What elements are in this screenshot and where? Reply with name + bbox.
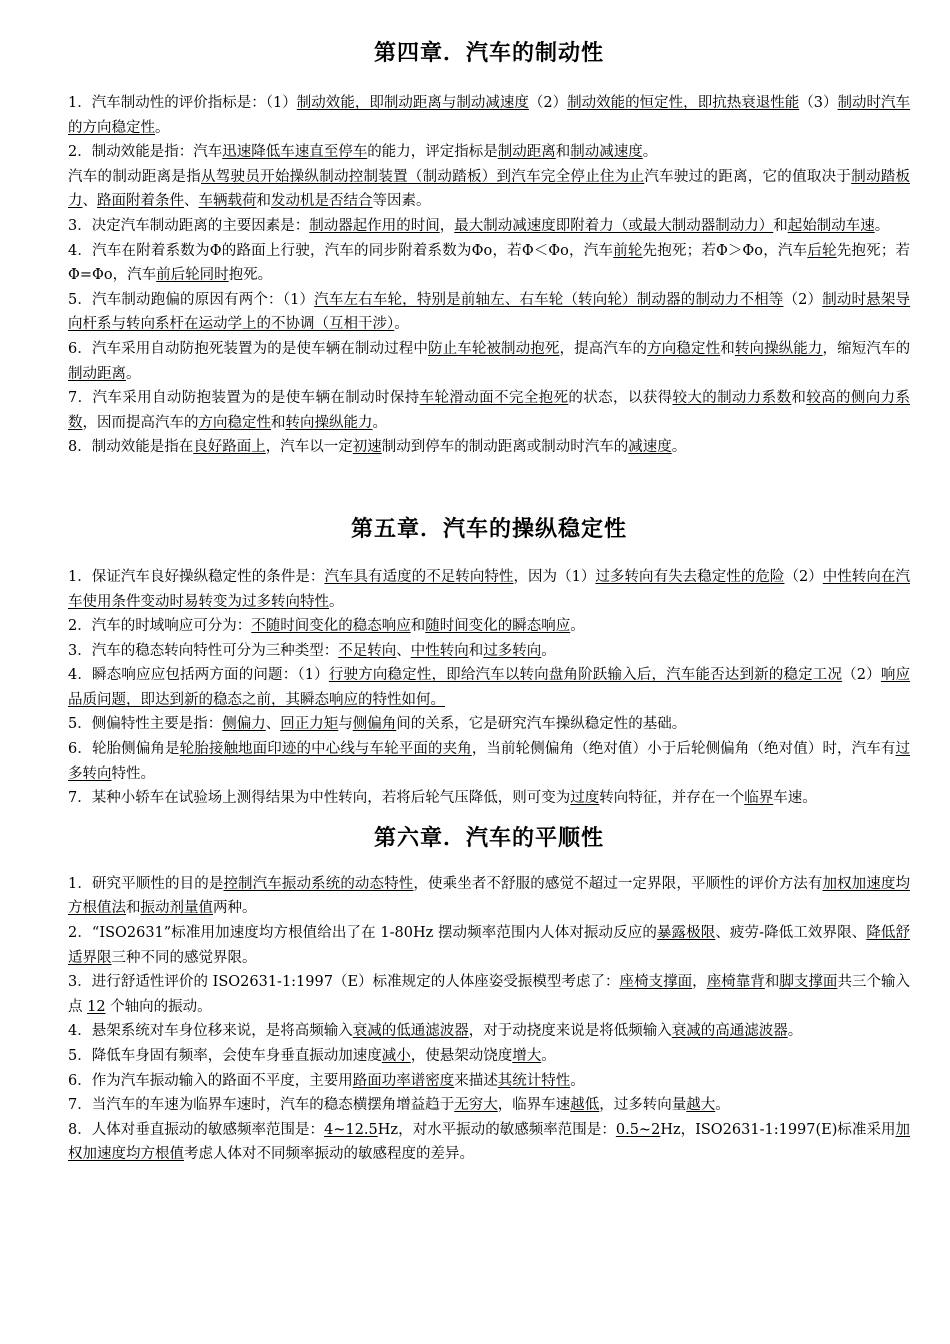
text-segment: 等因素。 (372, 193, 431, 210)
underlined-answer: 从驾驶员开始操纵制动控制装置（制动踏板）到汽车完全停止住为止 (201, 168, 645, 185)
underlined-answer: 不随时间变化的稳态响应 (251, 618, 411, 635)
underlined-answer: 暴露极限 (656, 925, 716, 942)
paragraph (68, 1118, 910, 1167)
text-segment: 的能力，评定指标是 (367, 144, 498, 161)
underlined-answer: 加权加速度均方根值 (68, 1121, 910, 1163)
text-segment: 4．悬架系统对车身位移来说，是将高频输入 (68, 1023, 353, 1040)
underlined-answer: 振动剂量值 (140, 900, 213, 917)
underlined-answer: 制动时悬架导向杆系与转向系杆在运动学上的不协调（互相干涉） (68, 291, 911, 333)
underlined-answer: 制动效能，即制动距离与制动减速度 (296, 95, 529, 111)
underlined-answer: 制动器起作用的时间 (309, 217, 440, 234)
text-segment: 6．汽车采用自动防抱死装置为的是使车辆在制动过程中 (68, 340, 428, 357)
underlined-answer: 座椅靠背 (706, 974, 765, 991)
text-segment: 、 (82, 193, 97, 210)
text-segment: 。 (874, 217, 890, 234)
paragraph (68, 337, 910, 386)
text-segment: 5．侧偏特性主要是指： (68, 716, 223, 733)
paragraph (68, 239, 910, 288)
underlined-answer: 衰减的高通滤波器 (671, 1023, 788, 1040)
text-segment: 间的关系，它是研究汽车操纵稳定性的基础。 (396, 716, 687, 733)
text-segment: 4．汽车在附着系数为Φ的路面上行驶，汽车的同步附着系数为Φo，若Φ＜Φo，汽车 (68, 242, 614, 259)
underlined-answer: 过多转向 (483, 642, 542, 659)
text-segment: 3．决定汽车制动距离的主要因素是： (68, 217, 310, 234)
underlined-answer: 车辆载荷 (198, 193, 257, 210)
underlined-answer: 响应品质问题，即达到新的稳态之前，其瞬态响应的特性如何。 (68, 667, 911, 708)
text-segment: 和 (126, 900, 141, 917)
text-segment: 7．汽车采用自动防抱装置为的是使车辆在制动时保持 (68, 390, 420, 407)
underlined-answer: 无穷大 (454, 1097, 498, 1114)
text-segment: ，当前轮侧偏角（绝对值）小于后轮侧偏角（绝对值）时，汽车有 (471, 741, 896, 758)
text-segment: 。 (541, 642, 556, 659)
underlined-answer: 起始制动车速 (787, 217, 875, 234)
text-segment: （2） (783, 291, 823, 308)
text-segment: 共三个输入点 (68, 974, 911, 1015)
underlined-answer: 车轮滑动面不完全抱死 (419, 390, 569, 407)
text-segment: 7．某种小轿车在试验场上测得结果为中性转向，若将后轮气压降低，则可变为 (68, 790, 571, 807)
text-segment: 4．瞬态响应应包括两方面的问题：（1） (68, 667, 329, 684)
document-page (68, 30, 910, 1167)
underlined-answer: 其统计特性 (497, 1072, 571, 1089)
underlined-answer: 较高的侧向力系数 (68, 390, 911, 431)
text-segment: 和 (764, 974, 780, 991)
text-segment: Hz，对水平振动的敏感频率范围是： (377, 1121, 616, 1138)
underlined-answer: 轮胎接触地面印迹的中心线与车轮平面的夹角 (179, 741, 472, 758)
text-segment: ，使乘坐者不舒服的感觉不超过一定界限，平顺性的评价方法有 (413, 875, 823, 892)
text-segment: 与 (338, 716, 353, 733)
text-segment: 。 (570, 618, 585, 635)
text-segment: 5．汽车制动跑偏的原因有两个：（1） (68, 291, 315, 308)
paragraph (68, 1069, 910, 1094)
paragraph (68, 288, 910, 337)
underlined-answer: 汽车具有适度的不足转向特性 (324, 568, 514, 585)
underlined-answer: 增大 (512, 1048, 542, 1064)
text-segment: 特性。 (111, 765, 155, 782)
underlined-answer: 制动距离 (68, 365, 126, 382)
underlined-answer: 最大制动减速度即附着力（或最大制动器制动力） (454, 217, 774, 234)
text-segment: 来描述 (454, 1072, 498, 1089)
chapter-4 (68, 36, 910, 460)
paragraph (68, 140, 910, 165)
underlined-answer: 座椅支撑面 (619, 974, 693, 991)
text-segment: 和 (555, 144, 571, 161)
text-segment: 和 (410, 618, 426, 635)
text-segment: 。 (394, 316, 409, 333)
underlined-answer: 过多转向 (68, 741, 910, 782)
text-segment: ，临界车速 (497, 1097, 571, 1114)
text-segment: 和 (468, 642, 484, 659)
underlined-answer: 0.5~2 (615, 1121, 661, 1138)
text-segment: 个轴向的振动。 (105, 998, 212, 1015)
underlined-answer: 后轮 (807, 242, 837, 259)
text-segment: （2） (528, 95, 568, 111)
text-segment: ，因而提高汽车的 (82, 414, 199, 431)
underlined-answer: 随时间变化的瞬态响应 (425, 618, 571, 635)
underlined-answer: 制动效能的恒定性，即抗热衰退性能 (567, 95, 800, 111)
paragraph (68, 565, 910, 614)
underlined-answer: 回正力矩 (280, 716, 339, 733)
paragraph (68, 435, 910, 460)
underlined-answer: 制动踏板力 (68, 168, 911, 210)
paragraph (68, 737, 910, 786)
text-segment: 、 (184, 193, 199, 210)
text-segment: 和 (791, 390, 807, 407)
text-segment: 。 (671, 439, 687, 456)
text-segment: 6．作为汽车振动输入的路面不平度，主要用 (68, 1072, 353, 1089)
paragraph (68, 1019, 910, 1044)
text-segment: （3） (799, 95, 838, 111)
text-segment: 的状态，以获得 (568, 390, 673, 407)
text-segment: 2．汽车的时域响应可分为： (68, 618, 252, 635)
text-segment: 1．保证汽车良好操纵稳定性的条件是： (68, 568, 325, 585)
underlined-answer: 初速 (352, 439, 382, 456)
underlined-answer: 较大的制动力系数 (672, 390, 792, 407)
chapter-body (68, 91, 910, 460)
text-segment: ， (692, 974, 707, 991)
underlined-answer: 降低舒适界限 (68, 925, 911, 966)
underlined-answer: 越大 (686, 1097, 716, 1114)
text-segment: 3．进行舒适性评价的 ISO2631-1:1997（E）标准规定的人体座姿受振模型考虑了： (68, 974, 620, 991)
chapter-body (68, 872, 910, 1167)
text-segment: 和 (271, 414, 286, 431)
text-segment: 6．轮胎侧偏角是 (68, 741, 180, 758)
text-segment: 1．研究平顺性的目的是 (68, 875, 224, 892)
underlined-answer: 加权加速度均方根值法 (68, 875, 911, 917)
underlined-answer: 制动减速度 (570, 144, 643, 161)
underlined-answer: 过度 (570, 790, 600, 807)
text-segment: 1．汽车制动性的评价指标是：（1） (68, 95, 297, 111)
chapter-6 (68, 821, 910, 1167)
underlined-answer: 转向操纵能力 (734, 340, 823, 357)
underlined-answer: 不足转向 (338, 642, 397, 659)
text-segment: 和 (720, 340, 735, 357)
paragraph (68, 1093, 910, 1118)
text-segment: 三种不同的感觉界限。 (111, 949, 257, 966)
text-segment: （2） (842, 667, 881, 684)
underlined-answer: 转向操纵能力 (285, 414, 373, 431)
underlined-answer: 前轮 (613, 242, 643, 259)
underlined-answer: 4~12.5 (324, 1121, 378, 1138)
chapter-title: 第五章．汽车的操纵稳定性 (350, 516, 627, 542)
paragraph (68, 214, 910, 239)
underlined-answer: 中性转向在汽车使用条件变动时易转变为过多转向特性 (68, 568, 910, 610)
underlined-answer: 过多转向有失去稳定性的危险 (595, 568, 785, 585)
text-segment: 8．人体对垂直振动的敏感频率范围是： (68, 1121, 325, 1138)
text-segment: 、 (265, 716, 281, 733)
underlined-answer: 衰减的低通滤波器 (352, 1023, 469, 1040)
underlined-answer: 中性转向 (410, 642, 469, 659)
text-segment: 汽车的制动距离是指 (68, 168, 201, 185)
underlined-answer: 发动机是否结合 (271, 193, 373, 210)
text-segment: 2．制动效能是指：汽车 (68, 144, 223, 161)
text-segment: 。 (541, 1048, 556, 1064)
text-segment: 8．制动效能是指在 (68, 439, 194, 456)
underlined-answer: 控制汽车振动系统的动态特性 (223, 875, 414, 892)
text-segment: 抱死。 (228, 267, 273, 284)
paragraph (68, 970, 910, 1019)
text-segment: 。 (642, 144, 658, 161)
text-segment: 7．当汽车的车速为临界车速时，汽车的稳态横摆角增益趋于 (68, 1097, 455, 1114)
paragraph (68, 712, 910, 737)
text-segment: ， (439, 217, 455, 234)
underlined-answer: 脚支撑面 (779, 974, 838, 991)
text-segment: 。 (155, 119, 170, 136)
text-segment: 。 (787, 1023, 803, 1040)
paragraph (68, 872, 910, 921)
paragraph (68, 663, 910, 712)
text-segment: 先抱死；若Φ＞Φo，汽车 (642, 242, 808, 259)
text-segment: 。 (570, 1072, 585, 1089)
underlined-answer: 制动时汽车的方向稳定性 (68, 95, 911, 136)
paragraph (68, 165, 910, 214)
underlined-answer: 减速度 (628, 439, 672, 456)
text-segment: 汽车驶过的距离，它的值取决于 (644, 168, 852, 185)
text-segment: ，使悬架动饶度 (410, 1048, 513, 1064)
text-segment: ，汽车以一定 (265, 439, 353, 456)
underlined-answer: 减小 (381, 1048, 411, 1064)
paragraph (68, 614, 910, 639)
underlined-answer: 良好路面上 (193, 439, 266, 456)
underlined-answer: 行驶方向稳定性，即给汽车以转向盘角阶跃输入后，汽车能否达到新的稳定工况 (328, 667, 843, 684)
underlined-answer: 迅速降低车速直至停车 (222, 144, 368, 161)
text-segment: 、 (396, 642, 411, 659)
text-segment: 车速。 (773, 790, 817, 807)
chapter-5 (68, 512, 910, 811)
text-segment: 两种。 (213, 900, 257, 917)
text-segment: 和 (256, 193, 271, 210)
chapter-body (68, 565, 910, 811)
underlined-answer: 方向稳定性 (198, 414, 271, 431)
text-segment: 。 (715, 1097, 730, 1114)
underlined-answer: 制动距离 (497, 144, 556, 161)
chapter-title: 第四章．汽车的制动性 (373, 41, 604, 66)
text-segment: 制动到停车的制动距离或制动时汽车的 (381, 439, 629, 456)
underlined-answer: 12 (87, 998, 106, 1015)
paragraph (68, 1044, 910, 1069)
paragraph (68, 91, 910, 140)
text-segment: 5．降低车身固有频率，会使车身垂直振动加速度 (68, 1048, 382, 1064)
text-segment: 考虑人体对不同频率振动的敏感程度的差异。 (184, 1146, 474, 1163)
text-segment: 、疲劳-降低工效界限、 (715, 925, 867, 942)
paragraph (68, 639, 910, 664)
text-segment: 3．汽车的稳态转向特性可分为三种类型： (68, 642, 339, 659)
text-segment: Hz，ISO2631-1:1997(E)标准采用 (660, 1121, 896, 1138)
underlined-answer: 防止车轮被制动抱死 (427, 340, 560, 357)
text-segment: ，提高汽车的 (559, 340, 648, 357)
underlined-answer: 路面附着条件 (97, 193, 184, 210)
text-segment: 先抱死；若Φ=Φo，汽车 (68, 242, 911, 284)
paragraph (68, 386, 910, 435)
underlined-answer: 汽车左右车轮，特别是前轴左、右车轮（转向轮）制动器的制动力不相等 (314, 291, 784, 308)
text-segment: 。 (372, 414, 387, 431)
underlined-answer: 临界 (744, 790, 774, 807)
underlined-answer: 侧偏角 (352, 716, 397, 733)
text-segment: ，过多转向量 (599, 1097, 687, 1114)
underlined-answer: 前后轮同时 (156, 267, 229, 284)
text-segment: ，对于动挠度来说是将低频输入 (468, 1023, 672, 1040)
text-segment: 转向特征，并存在一个 (599, 790, 745, 807)
chapter-title: 第六章．汽车的平顺性 (373, 825, 604, 851)
underlined-answer: 越低 (570, 1097, 600, 1114)
underlined-answer: 侧偏力 (222, 716, 266, 733)
text-segment: ，因为（1） (513, 568, 596, 585)
text-segment: （2） (784, 568, 823, 585)
text-segment: 。 (329, 593, 344, 610)
underlined-answer: 方向稳定性 (647, 340, 721, 357)
paragraph (68, 786, 910, 811)
text-segment: 2．“ISO2631”标准用加速度均方根值给出了在 1-80Hz 摆动频率范围内人体对振动反应的 (68, 925, 657, 942)
underlined-answer: 路面功率谱密度 (352, 1072, 455, 1089)
text-segment: 和 (773, 217, 788, 234)
text-segment: ，缩短汽车的 (822, 340, 911, 357)
text-segment: 。 (126, 365, 141, 382)
paragraph (68, 921, 910, 970)
